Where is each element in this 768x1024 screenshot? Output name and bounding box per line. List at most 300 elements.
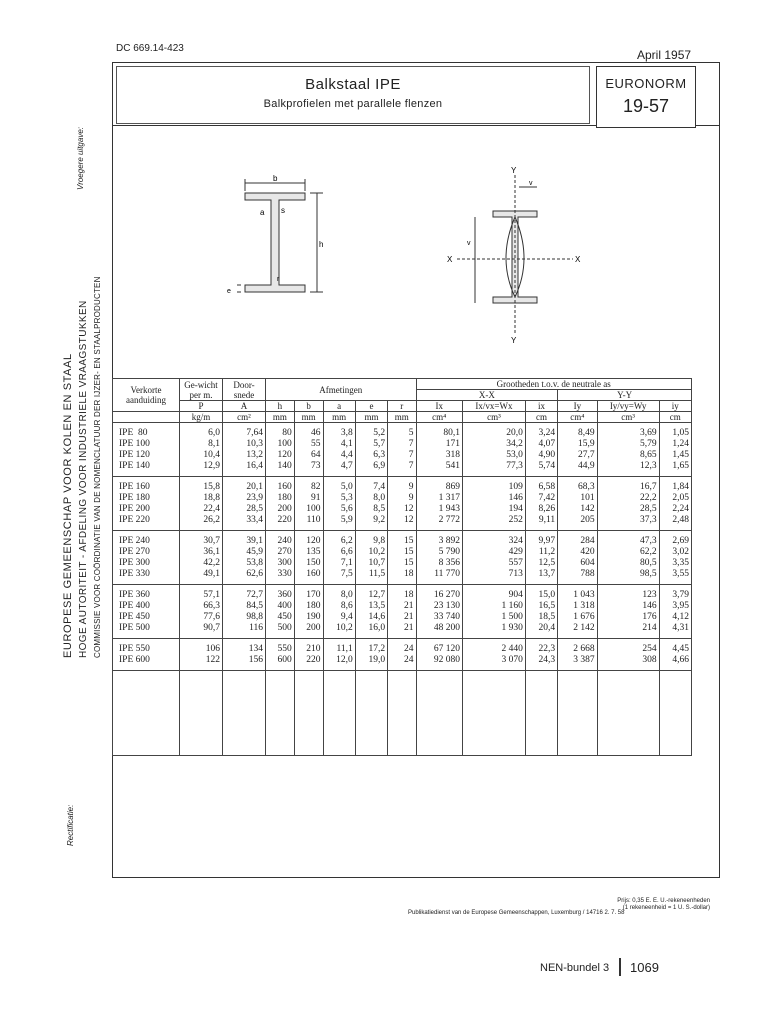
- table-cell: 1 500: [463, 612, 526, 623]
- table-cell: 171: [416, 439, 463, 450]
- table-cell: 142: [558, 504, 597, 515]
- table-cell: 92 080: [416, 655, 463, 671]
- page-title: Balkstaal IPE: [305, 76, 401, 93]
- table-cell: 2,48: [659, 515, 691, 531]
- table-cell: 100: [266, 439, 295, 450]
- table-cell: 6,9: [355, 461, 387, 477]
- table-cell: 53,0: [463, 450, 526, 461]
- table-cell: 5,2: [355, 423, 387, 440]
- table-cell: 541: [416, 461, 463, 477]
- table-cell: 62,2: [597, 547, 659, 558]
- table-cell: 20,1: [223, 477, 266, 494]
- table-cell: 140: [266, 461, 295, 477]
- table-cell: 869: [416, 477, 463, 494]
- table-cell: 98,8: [223, 612, 266, 623]
- axis-label-vy: v: [529, 180, 533, 187]
- table-cell: 15,0: [525, 585, 557, 602]
- table-cell: 106: [180, 639, 223, 656]
- unit-header: cm²: [223, 412, 266, 423]
- table-cell: 1 318: [558, 601, 597, 612]
- table-cell: 10,7: [355, 558, 387, 569]
- table-row: [113, 423, 692, 440]
- table-cell: 156: [223, 655, 266, 671]
- profile-designation: IPE 270: [113, 547, 180, 558]
- table-row: [113, 655, 692, 671]
- profile-designation: IPE 500: [113, 623, 180, 639]
- table-cell: 80,5: [597, 558, 659, 569]
- table-cell: 77,6: [180, 612, 223, 623]
- table-cell: 46: [294, 423, 323, 440]
- empty-cell: [223, 671, 266, 756]
- table-cell: 72,7: [223, 585, 266, 602]
- profile-designation: IPE 300: [113, 558, 180, 569]
- table-row: [113, 623, 692, 639]
- table-cell: 2 142: [558, 623, 597, 639]
- table-cell: 254: [597, 639, 659, 656]
- symbol-header: iy: [659, 401, 691, 412]
- table-cell: 557: [463, 558, 526, 569]
- table-cell: 308: [597, 655, 659, 671]
- document-code: DC 669.14-423: [116, 43, 184, 54]
- table-cell: 300: [266, 558, 295, 569]
- table-cell: 1,24: [659, 439, 691, 450]
- table-cell: 49,1: [180, 569, 223, 585]
- table-cell: 123: [597, 585, 659, 602]
- table-cell: 37,3: [597, 515, 659, 531]
- table-cell: 220: [266, 515, 295, 531]
- table-cell: 360: [266, 585, 295, 602]
- table-cell: 22,3: [525, 639, 557, 656]
- table-row: [113, 439, 692, 450]
- table-cell: 1 317: [416, 493, 463, 504]
- empty-cell: [180, 671, 223, 756]
- table-cell: 10,2: [355, 547, 387, 558]
- table-cell: 6,6: [323, 547, 355, 558]
- table-cell: 5,9: [323, 515, 355, 531]
- table-cell: 9,97: [525, 531, 557, 548]
- table-cell: 14,6: [355, 612, 387, 623]
- table-cell: 160: [294, 569, 323, 585]
- table-cell: 77,3: [463, 461, 526, 477]
- table-cell: 18,5: [525, 612, 557, 623]
- table-cell: 8,65: [597, 450, 659, 461]
- empty-cell: [463, 671, 526, 756]
- table-cell: 120: [294, 531, 323, 548]
- table-cell: 160: [266, 477, 295, 494]
- axis-label-x-right: X: [575, 255, 581, 264]
- table-cell: 176: [597, 612, 659, 623]
- table-cell: 44,9: [558, 461, 597, 477]
- table-cell: 55: [294, 439, 323, 450]
- table-row: [113, 612, 692, 623]
- table-cell: 220: [294, 655, 323, 671]
- unit-header: cm: [659, 412, 691, 423]
- unit-header: mm: [388, 412, 416, 423]
- table-cell: 11,1: [323, 639, 355, 656]
- table-cell: 10,2: [323, 623, 355, 639]
- table-row: [113, 569, 692, 585]
- table-cell: 7,64: [223, 423, 266, 440]
- ipe-profile-table: [112, 378, 692, 756]
- table-cell: 1 676: [558, 612, 597, 623]
- table-cell: 284: [558, 531, 597, 548]
- table-cell: 150: [294, 558, 323, 569]
- table-cell: 4,31: [659, 623, 691, 639]
- table-cell: 26,2: [180, 515, 223, 531]
- organization-line-1: EUROPESE GEMEENSCHAP VOOR KOLEN EN STAAL: [62, 353, 74, 658]
- table-cell: 16 270: [416, 585, 463, 602]
- table-cell: 12,0: [323, 655, 355, 671]
- table-cell: 47,3: [597, 531, 659, 548]
- symbol-header: r: [388, 401, 416, 412]
- table-cell: 33,4: [223, 515, 266, 531]
- euronorm-label: EURONORM: [605, 76, 687, 91]
- profile-designation: IPE 240: [113, 531, 180, 548]
- symbol-header: P: [180, 401, 223, 412]
- table-cell: 28,5: [597, 504, 659, 515]
- table-cell: 8,0: [355, 493, 387, 504]
- table-cell: 34,2: [463, 439, 526, 450]
- table-cell: 5,6: [323, 504, 355, 515]
- table-cell: 1 043: [558, 585, 597, 602]
- symbol-header: A: [223, 401, 266, 412]
- table-cell: 24: [388, 655, 416, 671]
- table-row: [113, 558, 692, 569]
- table-cell: 7,1: [323, 558, 355, 569]
- table-cell: 9,2: [355, 515, 387, 531]
- table-cell: 5,74: [525, 461, 557, 477]
- table-cell: 600: [266, 655, 295, 671]
- table-cell: 27,7: [558, 450, 597, 461]
- table-cell: 23 130: [416, 601, 463, 612]
- table-cell: 6,58: [525, 477, 557, 494]
- col-area: Door-snede: [223, 379, 266, 401]
- table-row: [113, 493, 692, 504]
- table-cell: 200: [294, 623, 323, 639]
- table-cell: 550: [266, 639, 295, 656]
- unit-header: mm: [323, 412, 355, 423]
- table-cell: 180: [294, 601, 323, 612]
- diagram-label-h: h: [319, 240, 324, 249]
- table-cell: 9,4: [323, 612, 355, 623]
- table-cell: 9: [388, 477, 416, 494]
- table-cell: 8,5: [355, 504, 387, 515]
- price-line-1: Prijs: 0,35 E. E. U.-rekeneenheden: [617, 898, 710, 904]
- table-cell: 3,8: [323, 423, 355, 440]
- table-cell: 12: [388, 515, 416, 531]
- table-cell: 4,45: [659, 639, 691, 656]
- table-cell: 904: [463, 585, 526, 602]
- table-cell: 4,90: [525, 450, 557, 461]
- table-cell: 18: [388, 569, 416, 585]
- profile-designation: IPE 100: [113, 439, 180, 450]
- empty-cell: [525, 671, 557, 756]
- table-cell: 42,2: [180, 558, 223, 569]
- table-cell: 7,42: [525, 493, 557, 504]
- diagram-label-e: e: [227, 288, 231, 295]
- table-cell: 16,0: [355, 623, 387, 639]
- symbol-header: ix: [525, 401, 557, 412]
- table-cell: 7: [388, 461, 416, 477]
- table-cell: 73: [294, 461, 323, 477]
- profile-designation: IPE 600: [113, 655, 180, 671]
- table-cell: 6,2: [323, 531, 355, 548]
- table-cell: 5 790: [416, 547, 463, 558]
- document-date: April 1957: [637, 48, 692, 62]
- table-cell: 3 387: [558, 655, 597, 671]
- table-cell: 68,3: [558, 477, 597, 494]
- table-cell: 23,9: [223, 493, 266, 504]
- table-cell: 67 120: [416, 639, 463, 656]
- table-cell: 8,6: [323, 601, 355, 612]
- empty-cell: [416, 671, 463, 756]
- table-cell: 180: [266, 493, 295, 504]
- profile-designation: IPE 120: [113, 450, 180, 461]
- table-cell: 100: [294, 504, 323, 515]
- unit-header: cm³: [597, 412, 659, 423]
- table-cell: 3 070: [463, 655, 526, 671]
- table-cell: 146: [597, 601, 659, 612]
- profile-designation: IPE 140: [113, 461, 180, 477]
- table-cell: 109: [463, 477, 526, 494]
- neutral-axis-diagram: [445, 165, 590, 345]
- table-cell: 80,1: [416, 423, 463, 440]
- table-cell: 39,1: [223, 531, 266, 548]
- table-cell: 84,5: [223, 601, 266, 612]
- symbol-header: b: [294, 401, 323, 412]
- euronorm-number: 19-57: [622, 96, 670, 116]
- table-cell: 788: [558, 569, 597, 585]
- table-cell: 16,4: [223, 461, 266, 477]
- table-row: [113, 461, 692, 477]
- table-cell: 116: [223, 623, 266, 639]
- table-cell: 1 160: [463, 601, 526, 612]
- unit-header: cm³: [463, 412, 526, 423]
- table-cell: 2,69: [659, 531, 691, 548]
- table-cell: 2,05: [659, 493, 691, 504]
- table-cell: 4,12: [659, 612, 691, 623]
- table-cell: 420: [558, 547, 597, 558]
- table-cell: 30,7: [180, 531, 223, 548]
- symbol-header: a: [323, 401, 355, 412]
- table-row: [113, 601, 692, 612]
- unit-header: cm: [525, 412, 557, 423]
- table-cell: 22,4: [180, 504, 223, 515]
- table-cell: 91: [294, 493, 323, 504]
- table-cell: 1 943: [416, 504, 463, 515]
- table-cell: 110: [294, 515, 323, 531]
- table-row: [113, 504, 692, 515]
- table-cell: 3,69: [597, 423, 659, 440]
- table-cell: 5,0: [323, 477, 355, 494]
- table-cell: 4,7: [323, 461, 355, 477]
- empty-row: [113, 671, 692, 756]
- table-cell: 21: [388, 601, 416, 612]
- table-cell: 135: [294, 547, 323, 558]
- diagram-label-s: s: [281, 206, 285, 215]
- table-cell: 324: [463, 531, 526, 548]
- table-cell: 28,5: [223, 504, 266, 515]
- table-cell: 6,0: [180, 423, 223, 440]
- table-cell: 190: [294, 612, 323, 623]
- section-dimension-diagram: [215, 165, 325, 305]
- table-cell: 7,5: [323, 569, 355, 585]
- table-cell: 18,8: [180, 493, 223, 504]
- table-cell: 4,66: [659, 655, 691, 671]
- table-cell: 3,95: [659, 601, 691, 612]
- table-cell: 12: [388, 504, 416, 515]
- table-cell: 8,49: [558, 423, 597, 440]
- diagram-label-b: b: [273, 174, 278, 183]
- table-cell: 24: [388, 639, 416, 656]
- table-cell: 200: [266, 504, 295, 515]
- table-cell: 10,3: [223, 439, 266, 450]
- table-cell: 12,3: [597, 461, 659, 477]
- table-cell: 13,7: [525, 569, 557, 585]
- table-cell: 11,2: [525, 547, 557, 558]
- table-cell: 24,3: [525, 655, 557, 671]
- table-cell: 2,24: [659, 504, 691, 515]
- table-row: [113, 515, 692, 531]
- axis-label-y-top: Y: [511, 166, 517, 175]
- publisher-note: Publikatiedienst van de Europese Gemeenschappen, Luxemburg / 14716 2. 7. 58: [408, 910, 625, 916]
- table-cell: 194: [463, 504, 526, 515]
- table-cell: 1,45: [659, 450, 691, 461]
- table-cell: 80: [266, 423, 295, 440]
- table-cell: 82: [294, 477, 323, 494]
- table-cell: 16,7: [597, 477, 659, 494]
- unit-header: kg/m: [180, 412, 223, 423]
- table-cell: 15: [388, 531, 416, 548]
- empty-cell: [323, 671, 355, 756]
- table-cell: 98,5: [597, 569, 659, 585]
- table-cell: 12,5: [525, 558, 557, 569]
- table-cell: 252: [463, 515, 526, 531]
- col-weight: Ge-wicht per m.: [180, 379, 223, 401]
- table-cell: 33 740: [416, 612, 463, 623]
- footer-label: NEN-bundel 3: [540, 962, 610, 974]
- table-cell: 3,55: [659, 569, 691, 585]
- table-cell: 64: [294, 450, 323, 461]
- table-cell: 4,4: [323, 450, 355, 461]
- table-cell: 7: [388, 439, 416, 450]
- empty-cell: [355, 671, 387, 756]
- table-cell: 240: [266, 531, 295, 548]
- profile-designation: IPE 80: [113, 423, 180, 440]
- table-cell: 53,8: [223, 558, 266, 569]
- footer-separator: [619, 958, 621, 976]
- table-cell: 18: [388, 585, 416, 602]
- profile-designation: IPE 450: [113, 612, 180, 623]
- table-cell: 15: [388, 558, 416, 569]
- empty-cell: [266, 671, 295, 756]
- table-cell: 3,79: [659, 585, 691, 602]
- col-designation: Verkorte aanduiding: [113, 379, 180, 412]
- table-cell: 5,3: [323, 493, 355, 504]
- table-cell: 13,5: [355, 601, 387, 612]
- col-dimensions: Afmetingen: [266, 379, 417, 401]
- profile-designation: IPE 220: [113, 515, 180, 531]
- table-cell: 11,5: [355, 569, 387, 585]
- table-cell: 15: [388, 547, 416, 558]
- table-cell: 36,1: [180, 547, 223, 558]
- symbol-header: Ix/vx=Wx: [463, 401, 526, 412]
- table-row: [113, 477, 692, 494]
- table-cell: 8,0: [323, 585, 355, 602]
- axis-label-vx: v: [467, 240, 471, 247]
- table-cell: 7,4: [355, 477, 387, 494]
- symbol-header: h: [266, 401, 295, 412]
- table-cell: 3,02: [659, 547, 691, 558]
- table-cell: 9,8: [355, 531, 387, 548]
- table-cell: 146: [463, 493, 526, 504]
- table-row: [113, 585, 692, 602]
- table-cell: 48 200: [416, 623, 463, 639]
- profile-designation: IPE 360: [113, 585, 180, 602]
- table-cell: 3,35: [659, 558, 691, 569]
- units-spacer: [113, 412, 180, 423]
- table-cell: 13,2: [223, 450, 266, 461]
- col-properties: Grootheden t.o.v. de neutrale as: [416, 379, 692, 390]
- table-cell: 57,1: [180, 585, 223, 602]
- table-cell: 62,6: [223, 569, 266, 585]
- empty-cell: [597, 671, 659, 756]
- table-row: [113, 531, 692, 548]
- page-subtitle: Balkprofielen met parallele flenzen: [263, 98, 443, 110]
- col-xx: X-X: [416, 390, 558, 401]
- table-cell: 9: [388, 493, 416, 504]
- table-row: [113, 450, 692, 461]
- table-cell: 15,9: [558, 439, 597, 450]
- table-cell: 400: [266, 601, 295, 612]
- table-row: [113, 639, 692, 656]
- table-cell: 2 772: [416, 515, 463, 531]
- table-cell: 604: [558, 558, 597, 569]
- diagram-label-r: r: [277, 276, 280, 283]
- organization-line-3: COMMISSIE VOOR COÖRDINATIE VAN DE NOMENCLATUUR DER IJZER- EN STAALPRODUCTEN: [93, 276, 102, 658]
- profile-designation: IPE 200: [113, 504, 180, 515]
- table-cell: 90,7: [180, 623, 223, 639]
- table-cell: 8,26: [525, 504, 557, 515]
- table-cell: 12,9: [180, 461, 223, 477]
- symbol-header: Iy: [558, 401, 597, 412]
- table-cell: 713: [463, 569, 526, 585]
- table-cell: 8,1: [180, 439, 223, 450]
- table-cell: 12,7: [355, 585, 387, 602]
- table-cell: 120: [266, 450, 295, 461]
- table-cell: 210: [294, 639, 323, 656]
- table-cell: 6,3: [355, 450, 387, 461]
- table-cell: 318: [416, 450, 463, 461]
- table-cell: 3,24: [525, 423, 557, 440]
- table-cell: 5: [388, 423, 416, 440]
- table-cell: 7: [388, 450, 416, 461]
- empty-cell: [558, 671, 597, 756]
- empty-cell: [294, 671, 323, 756]
- table-cell: 15,8: [180, 477, 223, 494]
- table-cell: 2 440: [463, 639, 526, 656]
- table-cell: 45,9: [223, 547, 266, 558]
- unit-header: mm: [355, 412, 387, 423]
- table-cell: 4,07: [525, 439, 557, 450]
- table-cell: 270: [266, 547, 295, 558]
- table-cell: 21: [388, 623, 416, 639]
- organization-line-2: HOGE AUTORITEIT - AFDELING VOOR INDUSTRIELE VRAAGSTUKKEN: [78, 300, 89, 658]
- empty-cell: [659, 671, 691, 756]
- table-row: [113, 547, 692, 558]
- table-cell: 19,0: [355, 655, 387, 671]
- profile-designation: IPE 330: [113, 569, 180, 585]
